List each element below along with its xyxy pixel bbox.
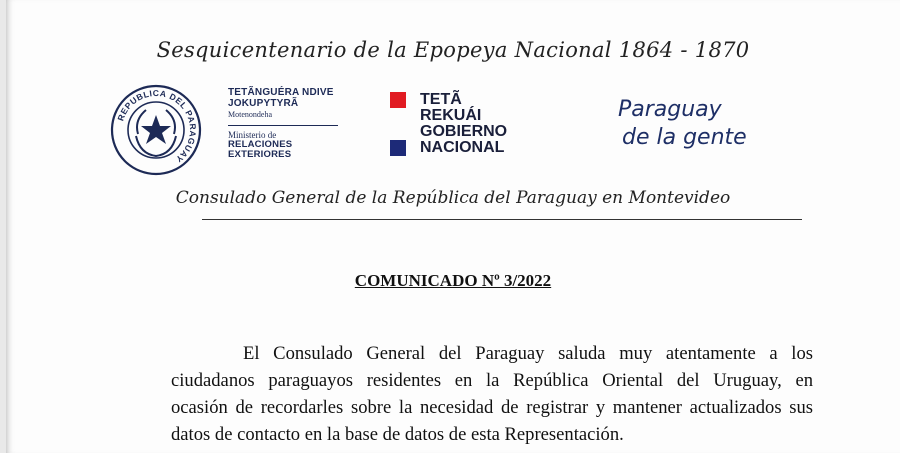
header-rule [202, 219, 802, 220]
seal-label: REPUBLICA DEL PARAGUAY [115, 87, 199, 165]
gob-line4: NACIONAL [420, 139, 505, 156]
document-title: COMUNICADO Nº 3/2022 [354, 271, 552, 290]
ministry-divider [228, 125, 338, 126]
gob-line1: TETÃ [420, 91, 462, 108]
gob-line3: GOBIERNO [420, 123, 508, 140]
ministry-exteriores: EXTERIORES [228, 149, 292, 160]
slogan-line2: de la gente [622, 125, 747, 150]
paragraph-line: ciudadanos paraguayos residentes en la República Oriental del Uruguay, en [171, 370, 813, 391]
red-square-icon [390, 92, 406, 108]
ministry-label: Ministerio de [228, 130, 277, 140]
ministry-name-sub: Motenondeha [228, 110, 272, 119]
paragraph-line: ocasión de recordarles sobre la necesidad de registrar y mantener actualizados sus [171, 397, 813, 418]
document-page [6, 0, 900, 453]
ministry-relaciones: RELACIONES [228, 139, 293, 150]
slogan-line1: Paraguay [618, 97, 722, 122]
paragraph-line: datos de contacto en la base de datos de esta Representación. [171, 424, 624, 445]
paragraph-line: El Consulado General del Paraguay saluda muy atentamente a los [243, 343, 813, 364]
ministry-block [228, 87, 338, 160]
slogan-logo [618, 96, 768, 152]
blue-square-icon [390, 140, 406, 156]
government-logo [390, 92, 507, 156]
gob-line2: REKUÁI [420, 107, 482, 124]
national-seal-icon [110, 84, 202, 176]
ministry-name-line1: TETÃNGUÉRA NDIVE [228, 87, 334, 98]
motto-heading: Sesquicentenario de la Epopeya Nacional 1864 - 1870 [156, 38, 750, 62]
body-paragraph [171, 340, 813, 448]
ministry-name-line2: JOKUPYTYRÃ [228, 98, 299, 109]
consulado-heading: Consulado General de la República del Paraguay en Montevideo [175, 188, 731, 208]
